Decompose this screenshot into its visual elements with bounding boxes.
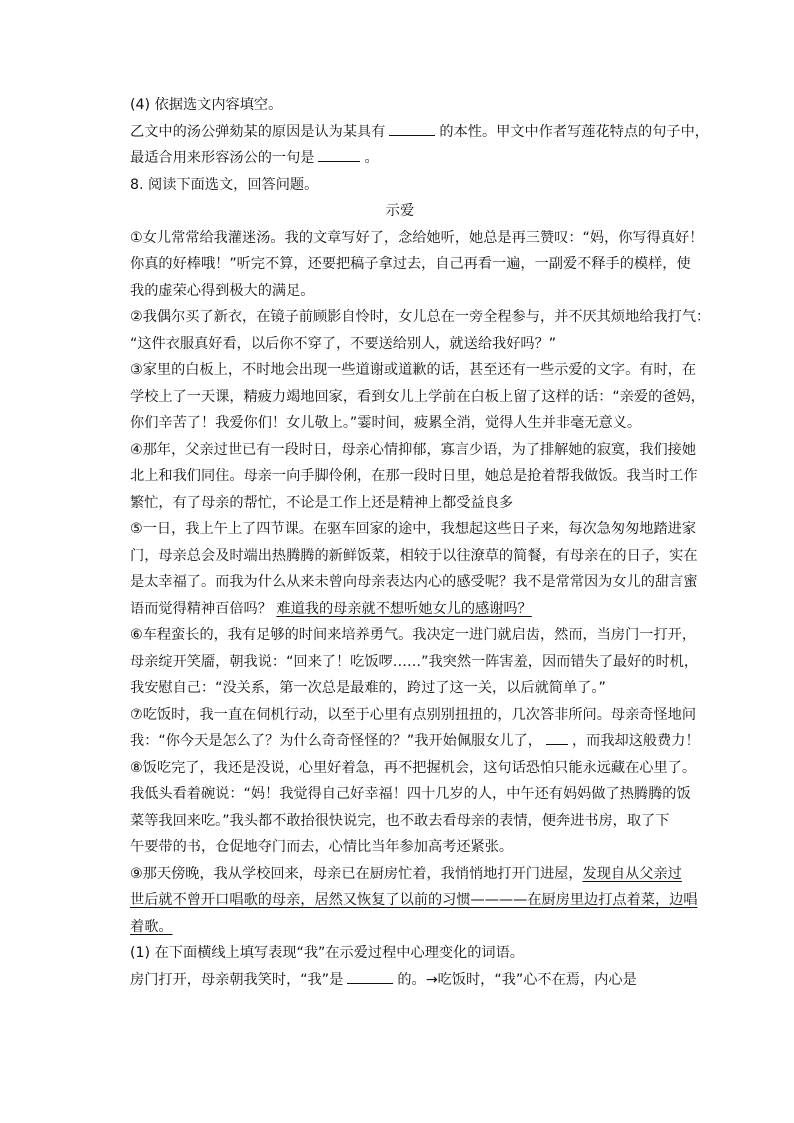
passage-title: 示爱 <box>385 203 415 219</box>
question-1-label: (1) 在下面横线上填写表现“我”在示爱过程中心理变化的词语。 <box>130 945 524 961</box>
answer-blank <box>546 730 568 745</box>
paragraph-6-line: ⑥车程蛮长的，我有足够的时间来培养勇气。我决定一进门就启齿，然而，当房门一打开， <box>130 627 697 643</box>
paragraph-6-line: 母亲绽开笑靥，朝我说：“回来了！吃饭啰……”我突然一阵害羞，因而错失了最好的时机， <box>130 653 699 670</box>
paragraph-5-line: 门，母亲总会及时端出热腾腾的新鲜饭菜，相较于以往潦草的简餐，有母亲在的日子，实在 <box>130 547 698 564</box>
paragraph-2-line: “这件衣服真好看，以后你不穿了，不要送给别人，就送给我好吗？” <box>130 335 557 352</box>
question-1-line: 房门打开，母亲朝我笑时，“我”是 的。→吃饭时，“我”心不在焉，内心是 <box>130 967 690 994</box>
paragraph-2-line: ②我偶尔买了新衣，在镜子前顾影自怜时，女儿总在一旁全程参与，并不厌其烦地给我打气： <box>130 309 711 325</box>
answer-blank <box>389 121 435 136</box>
paragraph-7-line: 我：“你今天是怎么了？为什么奇奇怪怪的？”我开始佩服女儿了， ，而我却这般费力！ <box>130 728 690 755</box>
paragraph-4-line: 繁忙，有了母亲的帮忙，不论是工作上还是精神上都受益良多 <box>130 494 514 511</box>
paragraph-8-line: 菜等我回来吃。”我头都不敢抬很快说完，也不敢去看母亲的表情，便奔进书房，取了下 <box>130 812 670 829</box>
paragraph-5-line: 语而觉得精神百倍吗？ 难道我的母亲就不想听她女儿的感谢吗？ <box>130 600 532 617</box>
q4-line-2: 最适合用来形容汤公的一句是 。 <box>130 145 690 172</box>
paragraph-8-line: 我低头看着碗说：“妈！我觉得自己好幸福！四十几岁的人，中午还有妈妈做了热腾腾的饭 <box>130 786 691 802</box>
paragraph-1-line: 我的虚荣心得到极大的满足。 <box>130 282 315 299</box>
paragraph-9-line: ⑨那天傍晚，我从学校回来，母亲已在厨房忙着，我悄悄地打开门进屋，发现自从父亲过 <box>130 865 682 882</box>
answer-blank <box>318 147 360 162</box>
underlined-sentence: 发现自从父亲过 <box>582 865 682 882</box>
paragraph-7-line: ⑦吃饭时，我一直在伺机行动，以至于心里有点别别扭扭的，几次答非所问。母亲奇怪地问 <box>130 706 697 723</box>
paragraph-6-line: 我安慰自己：“没关系，第一次总是最难的，跨过了这一关，以后就简单了。” <box>130 680 606 696</box>
paragraph-3-line: ③家里的白板上，不时地会出现一些道谢或道歉的话，甚至还有一些示爱的文字。有时，在 <box>130 362 697 378</box>
paragraph-3-line: 你们辛苦了！我爱你们！女儿敬上。”霎时间，疲累全消，觉得人生并非毫无意义。 <box>130 415 642 431</box>
q4-label: (4) 依据选文内容填空。 <box>130 97 283 113</box>
paragraph-5-line: 是太幸福了。而我为什么从来未曾向母亲表达内心的感受呢？我不是常常因为女儿的甜言蜜 <box>130 574 698 590</box>
paragraph-8-line: 午要带的书，仓促地夺门而去，心情比当年参加高考还紧张。 <box>130 839 514 855</box>
paragraph-9-line <box>130 914 690 941</box>
underlined-sentence: 难道我的母亲就不想听她女儿的感谢吗？ <box>276 600 532 617</box>
underlined-sentence: 着歌。 <box>130 918 173 935</box>
paragraph-9-line <box>130 887 698 914</box>
q8-heading: 8. 阅读下面选文，回答问题。 <box>130 176 319 193</box>
paragraph-1-line: 你真的好棒哦！”听完不算，还要把稿子拿过去，自己再看一遍，一副爱不释手的模样，使 <box>130 256 691 272</box>
document-page <box>130 92 711 993</box>
answer-blank <box>347 969 393 984</box>
paragraph-4-line: 北上和我们同住。母亲一向手脚伶俐，在那一段时日里，她总是抢着帮我做饭。我当时工作 <box>130 468 698 484</box>
paragraph-1-line: ①女儿常常给我灌迷汤。我的文章写好了，念给她听，她总是再三赞叹：“妈，你写得真好！ <box>130 229 704 246</box>
paragraph-3-line: 学校上了一天课，精疲力竭地回家，看到女儿上学前在白板上留了这样的话：“亲爱的爸妈， <box>130 388 705 405</box>
paragraph-5-line: ⑤一日，我上午上了四节课。在驱车回家的途中，我想起这些日子来，每次急匆匆地踏进家 <box>130 521 697 537</box>
paragraph-8-line: ⑧饭吃完了，我还是没说，心里好着急，再不把握机会，这句话恐怕只能永远藏在心里了。 <box>130 759 697 776</box>
paragraph-4-line: ④那年，父亲过世已有一段时日，母亲心情抑郁，寡言少语，为了排解她的寂寞，我们接她 <box>130 441 697 458</box>
q4-line-1: 乙文中的汤公弹劾某的原因是认为某具有 的本性。甲文中作者写莲花特点的句子中， <box>130 119 690 146</box>
underlined-sentence: 世后就不曾开口唱歌的母亲，居然又恢复了以前的习惯————在厨房里边打点着菜，边唱 <box>130 892 698 908</box>
